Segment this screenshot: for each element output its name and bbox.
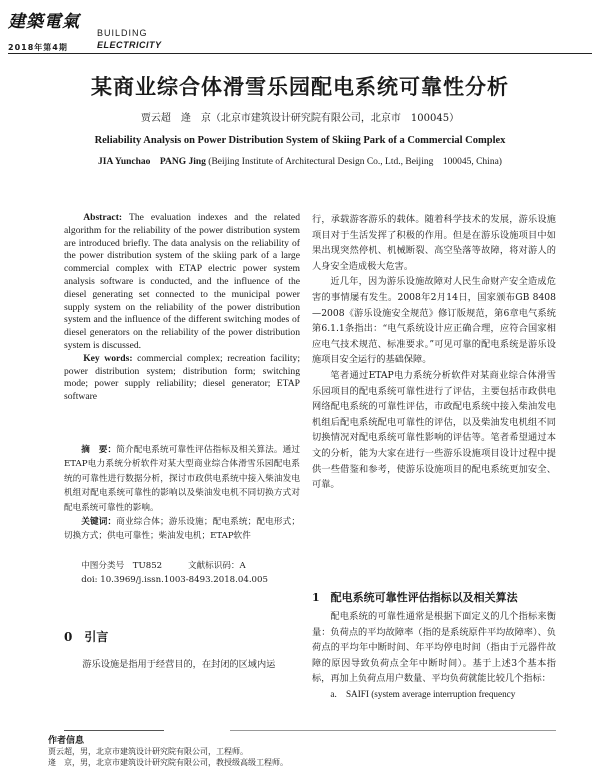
keywords-zh-text: 商业综合体；游乐设施；配电系统；配电形式；切换方式；供电可靠性；柴油发电机；ETAP软件 [64,517,300,542]
abstract-zh-label: 摘 要： [81,445,117,455]
author-info-heading: 作者信息 [48,736,85,746]
keywords-en-label: Key words: [83,352,133,364]
author-info-line: 贾云超，男，北京市建筑设计研究院有限公司，工程师。 [48,747,248,756]
body-paragraph-2: 近几年，因为游乐设施故障对人民生命财产安全造成危害的事情屡有发生。2008年2月14日，国家颁布GB 8408—2008《游乐设施安全规范》修订版规范，第6章电气系统第6.1.1条指出：“电气系统设计应正确合理，应符合国家相应电气技术规范、标准要求。”可见可靠的配电系统是游乐设施项目安全运行的基础保障。 [312,276,556,366]
keywords-en-text: commercial complex; recreation facility; power distribution system; distribution form; switching mode; power supply reliability; diesel generator; ETAP software [64,352,300,403]
right-column-body [312,212,556,493]
section-1-body [312,609,556,703]
section-1-paragraph: 配电系统的可靠性通常是根据下面定义的几个指标来衡量：负荷点的平均故障率（指的是系统原件平均故障率）、负荷点的平均年中断时间、年平均停电时间（指由于元器件故障的原因导致负荷点全年中断时间）。基于上述3个基本指标，再加上负荷点用户数量、平均负荷就能比较几个指标： [312,611,556,685]
header-divider [8,53,592,54]
section-heading-1: 1 配电系统可靠性评估指标以及相关算法 [312,591,518,604]
paper-title-en: Reliability Analysis on Power Distribution System of Skiing Park of a Commercial Complex [94,135,506,146]
author-info-line: 逄 京，男，北京市建筑设计研究院有限公司，教授级高级工程师。 [48,758,288,767]
author-affiliation-en: (Beijing Institute of Architectural Design Co., Ltd., Beijing 100045, China) [205,157,502,167]
abstract-zh [64,443,300,544]
abstract-en [64,212,300,404]
footnote-rule [64,730,164,731]
paper-title-zh: 某商业综合体滑雪乐园配电系统可靠性分析 [91,74,509,99]
journal-name-en-line1: BUILDING [97,28,148,38]
authors-zh: 贾云超 逄 京（北京市建筑设计研究院有限公司，北京市 100045） [140,113,460,124]
document-code: 文献标识码：A [187,561,246,571]
journal-name-en-line2: ELECTRICITY [97,40,162,50]
abstract-en-text: The evaluation indexes and the related algorithm for the reliability of the power distribution system are introduced briefly. The data analysis on the reliability of the power distribution system of the skiing park of a large commercial complex with ETAP electric power system analysis software is conducted, and the influence of the diesel generating set connected to the municipal power supply system on the reliability of the power distribution system and the influence of the different switching modes of diesel generators on the reliability of the power distribution system is discussed. [64,212,300,351]
journal-logo: 建築電氣 [8,12,80,32]
issue-label: 2018年第4期 [8,43,68,52]
keywords-zh-label: 关键词： [81,517,117,528]
section-heading-intro: 0 引言 [64,630,109,644]
doi: doi: 10.3969/j.issn.1003-8493.2018.04.005 [81,574,268,585]
abstract-en-label: Abstract: [83,212,123,223]
classification-info [64,560,300,587]
intro-paragraph: 游乐设施是指用于经营目的，在封闭的区域内运 [82,659,276,670]
list-item-a: a. SAIFI (system average interruption frequency [330,688,516,699]
footnote-rule-right [230,730,556,731]
authors-en [0,153,600,167]
abstract-zh-text: 简介配电系统可靠性评估指标及相关算法。通过ETAP电力系统分析软件对某大型商业综合体滑雪乐园配电系统的可靠性进行数据分析，探讨市政供电系统中接入柴油发电机组对配电系统可靠性的影响以及柴油发电机不同切换方式对配电系统可靠性的影响。 [64,445,300,513]
body-paragraph-3: 笔者通过ETAP电力系统分析软件对某商业综合体滑雪乐园项目的配电系统可靠性进行了评估，主要包括市政供电网络配电系统的可靠性评估，市政配电系统中接入柴油发电机组后配电系统配电可靠性的评估，以及柴油发电机组不同切换情况对配电系统可靠性影响的评估等。笔者希望通过本文的分析，能为大家在进行一些游乐设施项目设计过程中提供一些借鉴和参考，使游乐设施项目的配电系统更加安全、可靠。 [312,369,556,491]
author-names-en: JIA Yunchao PANG Jing [98,157,206,167]
body-paragraph-1: 行，承载游客游乐的载体。随着科学技术的发展，游乐设施项目对于生活发挥了积极的作用。但是在游乐设施项目中如果出现突然停机、机械断裂、高空坠落等故障，将对游人的人身安全造成极大危害。 [312,214,556,272]
clc-number: 中图分类号 TU852 [81,561,163,571]
